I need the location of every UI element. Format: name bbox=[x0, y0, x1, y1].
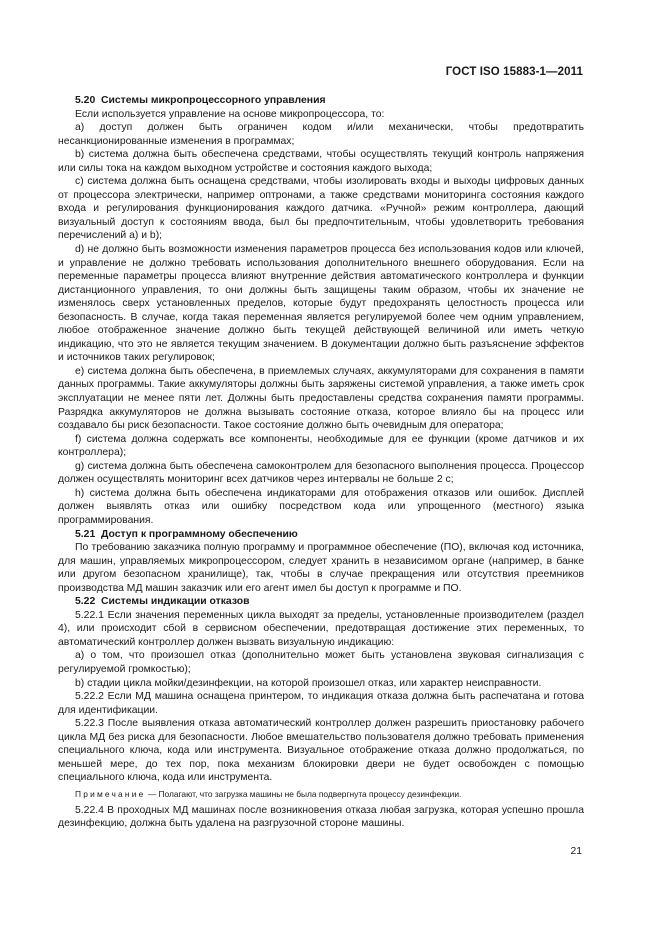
list-item-a: a) доступ должен быть ограничен кодом и/или механически, чтобы предотвратить несанкционированные изменения в программах; bbox=[58, 122, 584, 147]
list-item-c: c) система должна быть оснащена средствами, чтобы изолировать входы и выходы цифровых данных от процессора электрически, например оптронами, а также средствами мониторинга состояния каждого входа и регулирования функционирования каждого датчика. «Ручной» режим контроллера, дающий визуальный доступ к состояниям ввода, был бы предпочтительным, чтобы удовлетворить требования перечислений a) и b); bbox=[58, 176, 584, 242]
list-item-h: h) система должна быть обеспечена индикаторами для отображения отказов или ошибок. Дисплей должен выявлять отказ или ошибку посредством кода или упрощенного (местного) языка программирования. bbox=[58, 487, 584, 526]
section-number: 5.21 bbox=[75, 528, 96, 540]
section-title: Доступ к программному обеспечению bbox=[101, 528, 298, 540]
section-number: 5.22 bbox=[75, 596, 96, 608]
section-title: Системы индикации отказов bbox=[101, 596, 250, 608]
standard-code: ГОСТ ISO 15883-1—2011 bbox=[445, 66, 583, 78]
section-title: Системы микропроцессорного управления bbox=[101, 95, 326, 106]
section-number: 5.20 bbox=[75, 95, 96, 106]
page-number: 21 bbox=[570, 846, 582, 857]
list-item-e: e) система должна быть обеспечена, в приемлемых случаях, аккумуляторами для сохранения в памяти данных программы. Такие аккумуляторы должны быть заряжены системой управления, а также иметь срок эксплуатации не менее пяти лет. Должны быть предоставлены средства сохранения памяти программы. Разрядка аккумуляторов не должна вызывать состояние отказа, которое влияло бы на процесс или создавало бы риск безопасности. Такое состояние должно быть очевидным для оператора; bbox=[58, 365, 584, 432]
list-item-f: f) система должна содержать все компоненты, необходимые для ее функции (кроме датчиков и их контроллера); bbox=[58, 433, 584, 459]
section-5-20-intro: Если используется управление на основе микропроцессора, то: bbox=[75, 108, 385, 120]
note-text: — Полагают, что загрузка машины не была подвергнута процессу дезинфекции. bbox=[147, 788, 462, 799]
section-5-21-heading bbox=[58, 528, 584, 542]
list-item-b: b) система должна быть обеспечена средствами, чтобы осуществлять текущий контроль напряжения или силы тока на каждом выходном устройстве и состояния каждого выхода; bbox=[58, 149, 584, 174]
section-5-21-text: По требованию заказчика полную программу и программное обеспечение (ПО), включая код источника, для машин, управляемых микропроцессором, следует хранить в независимом органе (например, в банке или другом безопасном хранилище), так, чтобы в случае прекращения или отсутствия преемников производства МД машин заказчик или его агент имел бы доступ к программе и ПО. bbox=[58, 542, 584, 594]
page-content bbox=[58, 94, 584, 831]
clause-5-22-4: 5.22.4 В проходных МД машинах после возникновения отказа любая загрузка, которая успешно прошла дезинфекцию, должна быть удалена на разгрузочной стороне машины. bbox=[58, 804, 584, 830]
clause-5-22-2: 5.22.2 Если МД машина оснащена принтером, то индикация отказа должна быть распечатана и готова для идентификации. bbox=[58, 691, 584, 716]
list-item-g: g) система должна быть обеспечена самоконтролем для безопасного выполнения процесса. Процессор должен осуществлять мониторинг всех датчиков через интервалы не больше 2 с; bbox=[58, 460, 584, 486]
section-5-20-heading bbox=[58, 94, 584, 108]
clause-5-22-1-b: b) стадии цикла мойки/дезинфекции, на которой произошел отказ, или характер неисправности. bbox=[75, 677, 542, 689]
clause-5-22-3: 5.22.3 После выявления отказа автоматический контроллер должен разрешить приостановку рабочего цикла МД без риска для безопасности. Любое вмешательство пользователя должно требовать применения специального ключа, кода или инструмента. Визуальное отображение отказа должно продолжаться, по меньшей мере, до тех пор, пока механизм блокировки двери не будет освобожден с помощью специального ключа, кода или инструмента. bbox=[58, 718, 584, 784]
note bbox=[58, 789, 584, 800]
list-item-d: d) не должно быть возможности изменения параметров процесса без использования кодов или ключей, и управление не должно требовать использования дополнительного внешнего оборудования. Если на переменные параметры процесса влияют внутренние действия автоматического контроллера и функции дистанционного управления, то они должны быть защищены таким образом, чтобы их значение не изменялось сверх установленных пределов, которые будут предохранять целостность процесса или безопасность. В случае, когда такая переменная является регулируемой более чем одним управлением, любое отображенное значение должно быть текущей действующей величиной или иметь четкую индикацию, что это не является текущим значением. В документации должно быть разъяснение эффектов и источников таких регулировок; bbox=[58, 244, 584, 364]
clause-5-22-1: 5.22.1 Если значения переменных цикла выходят за пределы, установленные производителем (раздел 4), или происходит сбой в сервисном обеспечении, предотвращая достижение этих переменных, то автоматический контроллер должен вызвать визуальную индикацию: bbox=[58, 609, 584, 648]
note-label: Примечание bbox=[75, 788, 146, 799]
section-5-22-heading bbox=[58, 595, 584, 609]
clause-5-22-1-a: a) о том, что произошел отказ (дополнительно может быть установлена звуковая сигнализация с регулируемой громкостью); bbox=[58, 650, 584, 675]
